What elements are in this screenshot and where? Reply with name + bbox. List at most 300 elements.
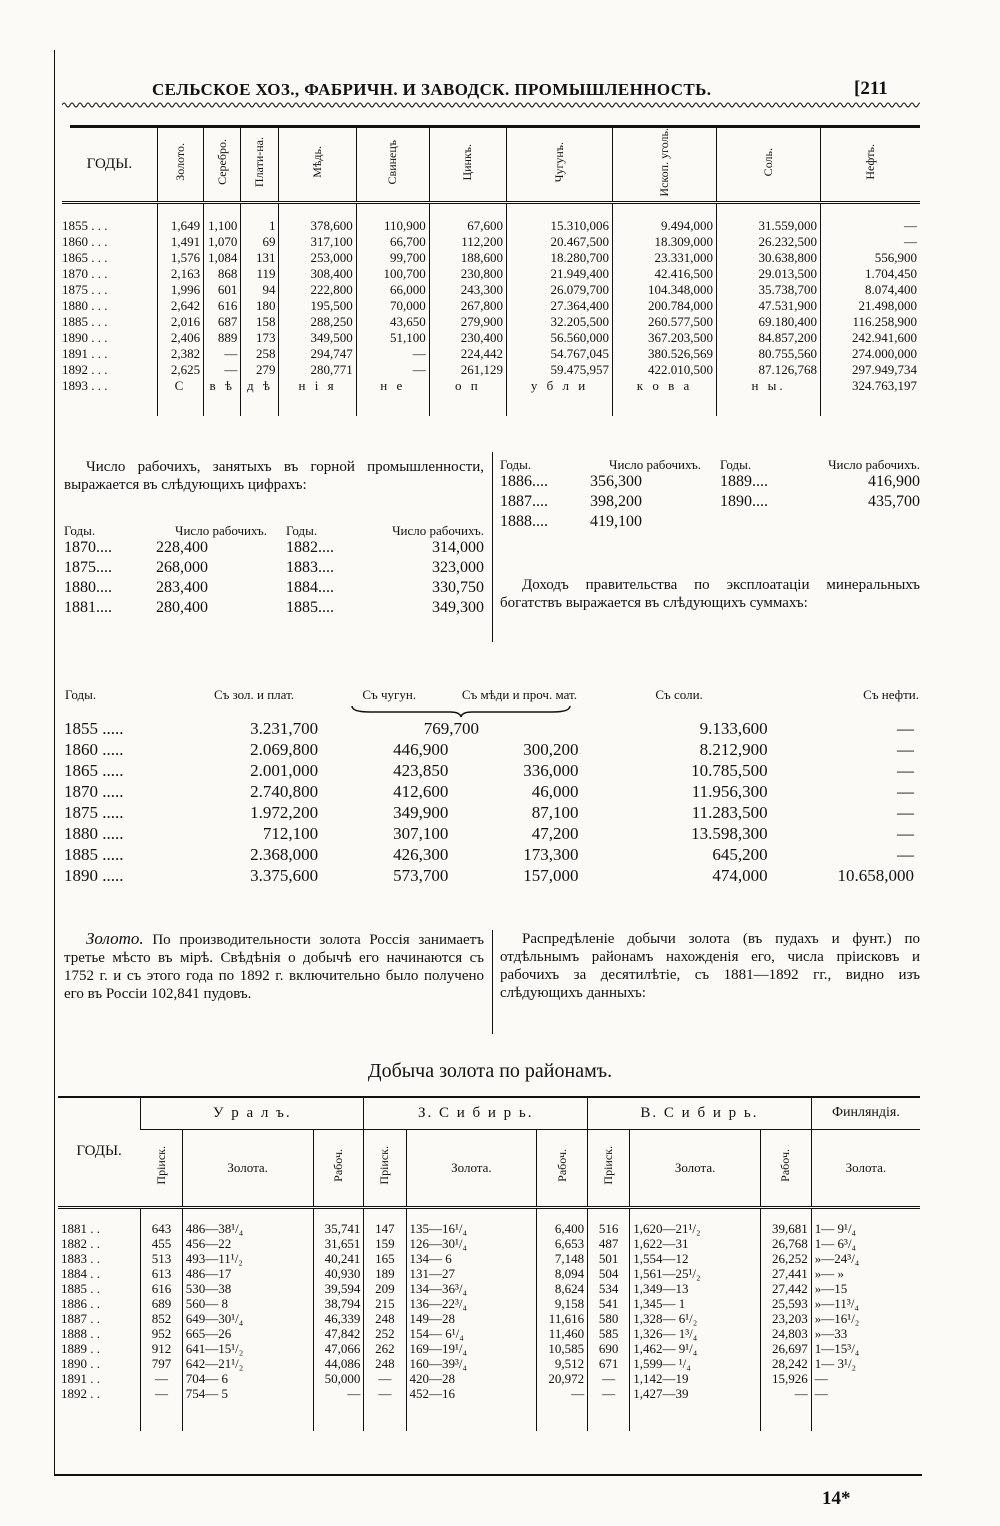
table-cell: 173 (241, 330, 279, 346)
t1-header (613, 128, 717, 202)
t4-cell: — (364, 1371, 406, 1386)
income-cell: 307,100 (393, 824, 449, 843)
t4-subheader (588, 1129, 630, 1207)
t1-header-text: Мѣдь. (310, 146, 325, 179)
t4-cell: 1— 9¹/₄ (811, 1221, 920, 1236)
table-cell: 9.494,000 (613, 202, 717, 234)
t4-cell: 189 (364, 1266, 406, 1281)
table-cell: 27.364,400 (507, 298, 613, 314)
table-row (58, 1236, 920, 1251)
income-cell: 47,200 (531, 824, 579, 843)
spacer-cell (241, 394, 279, 416)
wavy-rule (62, 100, 920, 110)
spacer-cell (630, 1401, 761, 1431)
table-cell: 80.755,560 (717, 346, 821, 362)
table-cell: 280,771 (279, 362, 356, 378)
t4-cell: 8,094 (537, 1266, 588, 1281)
t4-cell: 420—28 (406, 1371, 537, 1386)
spacer-cell (313, 1207, 364, 1221)
income-cell: 769,700 (423, 719, 479, 738)
table-cell: С (157, 378, 203, 394)
gold-left-body: По производительности золота Россія занимаетъ третье мѣсто въ мірѣ. Свѣдѣнія о добычѣ его начинаются съ 1752 г. и съ этого года по 1892 г. включительно было получено его въ Россіи 102,841 пудовъ. (64, 932, 484, 1002)
workers-cell: 1882.... (286, 539, 334, 556)
t4-cell: 1,349—13 (630, 1281, 761, 1296)
t4-cell: 50,000 (313, 1371, 364, 1386)
t4-cell: 1—15³/₄ (811, 1341, 920, 1356)
table-cell: 2,163 (157, 266, 203, 282)
t4-cell: 665—26 (182, 1326, 313, 1341)
col-count-1: Число рабочихъ. (175, 523, 267, 538)
table-row (62, 282, 920, 298)
spacer-cell (507, 394, 613, 416)
column-divider-2 (492, 930, 493, 1034)
income-cell: 9.133,600 (699, 719, 768, 738)
table-cell: 21.498,000 (821, 298, 920, 314)
spacer-cell (588, 1401, 630, 1431)
workers-cell: 349,300 (432, 599, 484, 616)
t4-subheader-text: Золота. (845, 1159, 887, 1175)
table-cell: 242.941,600 (821, 330, 920, 346)
t4-subheader (630, 1129, 761, 1207)
table-row (58, 1221, 920, 1236)
income-cell: 423,850 (393, 761, 449, 780)
table-cell: 349,500 (279, 330, 356, 346)
table-cell: 230,400 (429, 330, 506, 346)
spacer-cell (588, 1207, 630, 1221)
spacer-cell (406, 1401, 537, 1431)
income-header: Годы. (65, 687, 97, 702)
spacer-cell (313, 1401, 364, 1431)
income-cell: 13.598,300 (691, 824, 768, 843)
t4-subheader-text: Золота. (451, 1159, 492, 1175)
table-spacer (62, 394, 920, 416)
income-cell: 1870 ..... (64, 782, 124, 801)
column-divider-1 (492, 452, 493, 642)
t4-cell: 1,554—12 (630, 1251, 761, 1266)
t4-cell: 11,460 (537, 1326, 588, 1341)
t4-cell: 516 (588, 1221, 630, 1236)
t4-cell: 1889 . . (61, 1340, 100, 1356)
table-cell: 104.348,000 (613, 282, 717, 298)
t4-subheader (182, 1129, 313, 1207)
table-cell: 35.738,700 (717, 282, 821, 298)
t4-cell: 27,441 (761, 1266, 812, 1281)
workers-cell: 356,300 (590, 473, 642, 490)
table-cell: 224,442 (429, 346, 506, 362)
list-item (64, 578, 484, 598)
table-cell: 230,800 (429, 266, 506, 282)
t4-cell: 169—19¹/₄ (406, 1341, 537, 1356)
table-cell: д ѣ (241, 378, 279, 394)
income-cell: 1875 ..... (64, 803, 124, 822)
spacer-cell (141, 1401, 183, 1431)
gold-lead: Золото. (86, 929, 144, 948)
t4-subheader-text: Золота. (674, 1159, 716, 1175)
table-cell: 1891 . . . (62, 345, 108, 361)
income-cell: — (897, 719, 914, 738)
t4-cell: 1885 . . (61, 1280, 100, 1296)
income-cell: 3.231,700 (250, 719, 319, 738)
table-row (62, 362, 920, 378)
table-cell: 324.763,197 (821, 378, 920, 394)
t4-cell: 487 (588, 1236, 630, 1251)
t4-cell: 134— 6 (406, 1251, 537, 1266)
income-cell: 412,600 (393, 782, 449, 801)
col-count-4: Число рабочихъ. (828, 457, 920, 472)
income-cell: 573,700 (393, 866, 449, 885)
table-cell: 87.126,768 (717, 362, 821, 378)
t4-cell: 1,462— 9¹/₄ (630, 1341, 761, 1356)
t4-cell: 643 (141, 1221, 183, 1236)
income-header: Съ нефти. (863, 687, 919, 702)
t4-cell: — (761, 1386, 812, 1401)
workers-cell: 323,000 (432, 559, 484, 576)
workers-cell: 1887.... (500, 493, 548, 510)
workers-cell: 435,700 (868, 493, 920, 510)
t4-cell: 1— 6³/₄ (811, 1236, 920, 1251)
income-cell: — (897, 740, 914, 759)
list-item (64, 598, 484, 618)
list-item (500, 492, 920, 512)
table-cell: 21.949,400 (507, 266, 613, 282)
table-cell: — (821, 202, 920, 234)
col-year-3: Годы. (500, 457, 532, 472)
region-finland: Финляндія. (811, 1097, 920, 1129)
t4-cell: 912 (141, 1341, 183, 1356)
workers-cell: 416,900 (868, 473, 920, 490)
t4-cell: 1,622—31 (630, 1236, 761, 1251)
table-cell: 18.309,000 (613, 234, 717, 250)
signature-mark: 14* (822, 1488, 851, 1509)
table-row (64, 823, 920, 844)
t4-subheader (537, 1129, 588, 1207)
production-table (62, 128, 920, 416)
spacer-cell (279, 394, 356, 416)
table-cell: 69.180,400 (717, 314, 821, 330)
table-row (58, 1281, 920, 1296)
table-row (62, 202, 920, 234)
table-row (58, 1341, 920, 1356)
table-cell: — (356, 362, 429, 378)
table-cell: 380.526,569 (613, 346, 717, 362)
income-cell: 10.785,500 (691, 761, 768, 780)
t4-cell: 1883 . . (61, 1250, 100, 1266)
t4-cell: — (537, 1386, 588, 1401)
income-cell: 2.001,000 (250, 761, 319, 780)
t4-cell: 1,345— 1 (630, 1296, 761, 1311)
workers-cell: 1889.... (720, 473, 768, 490)
t4-subheader-text: Пріиск. (601, 1146, 616, 1185)
table-cell: 1.704,450 (821, 266, 920, 282)
t4-cell: 754— 5 (182, 1386, 313, 1401)
t4-cell: 39,594 (313, 1281, 364, 1296)
t1-header (821, 128, 920, 202)
table-row (62, 346, 920, 362)
table-cell: 51,100 (356, 330, 429, 346)
income-cell: 10.658,000 (837, 866, 914, 885)
t4-cell: 585 (588, 1326, 630, 1341)
gold-right-text: Распредѣленіе добычи золота (въ пудахъ и фунт.) по отдѣльнымъ районамъ нахожденія его, числа пріисковъ и рабочихъ за десятилѣтіе, съ 1881—1892 гг., видно изъ слѣдующихъ данныхъ: (500, 931, 920, 1001)
t4-cell: 1,142—19 (630, 1371, 761, 1386)
table-cell: 274.000,000 (821, 346, 920, 362)
t4-cell: — (588, 1386, 630, 1401)
table-row (58, 1296, 920, 1311)
table-row (62, 330, 920, 346)
table-cell: 54.767,045 (507, 346, 613, 362)
t4-cell: »—33 (811, 1326, 920, 1341)
gold-left-text (64, 930, 484, 1003)
table-cell: 69 (241, 234, 279, 250)
t4-cell: 852 (141, 1311, 183, 1326)
spacer-cell (141, 1207, 183, 1221)
table-cell: 222,800 (279, 282, 356, 298)
t4-subheader-text: Рабоч. (778, 1149, 793, 1182)
income-cell: 173,300 (523, 845, 579, 864)
t4-cell: — (313, 1386, 364, 1401)
t4-cell: 452—16 (406, 1386, 537, 1401)
workers-cell: 419,100 (590, 513, 642, 530)
t4-cell: 1,599— ¹/₄ (630, 1356, 761, 1371)
t4-cell: 513 (141, 1251, 183, 1266)
table-cell: 1880 . . . (62, 297, 108, 313)
table-cell: 308,400 (279, 266, 356, 282)
t4-cell: 136—22³/₄ (406, 1296, 537, 1311)
income-header: Съ соли. (655, 687, 703, 702)
table-cell: 56.560,000 (507, 330, 613, 346)
income-cell: 157,000 (523, 866, 579, 885)
t4-subheader (406, 1129, 537, 1207)
table-cell: 2,625 (157, 362, 203, 378)
spacer-cell (429, 394, 506, 416)
table-cell: 378,600 (279, 202, 356, 234)
t4-cell: 486—38¹/₄ (182, 1221, 313, 1236)
table-cell: 116.258,900 (821, 314, 920, 330)
income-cell: 46,000 (531, 782, 579, 801)
table-cell: 1,100 (204, 202, 241, 234)
t1-header-text: Цинкъ. (460, 144, 475, 181)
workers-cell: 1870.... (64, 539, 112, 556)
table-cell: 1,070 (204, 234, 241, 250)
table-cell: у б л и (507, 378, 613, 394)
workers-cell: 330,750 (432, 579, 484, 596)
table-cell: 279 (241, 362, 279, 378)
table-row (58, 1356, 920, 1371)
spacer-cell (406, 1207, 537, 1221)
t4-subheader-text: Пріиск. (377, 1146, 392, 1185)
table-cell: к о в а (613, 378, 717, 394)
col-count-2: Число рабочихъ. (392, 523, 484, 538)
table-cell: 66,700 (356, 234, 429, 250)
t4-cell: 26,697 (761, 1341, 812, 1356)
t4-cell: 24,803 (761, 1326, 812, 1341)
t4-cell: 9,512 (537, 1356, 588, 1371)
income-cell: — (897, 845, 914, 864)
table-cell: 84.857,200 (717, 330, 821, 346)
income-cell: 8.212,900 (699, 740, 768, 759)
t4-cell: 649—30¹/₄ (182, 1311, 313, 1326)
table-cell: 112,200 (429, 234, 506, 250)
spacer-cell (204, 394, 241, 416)
spacer-cell (62, 394, 157, 416)
t4-subheader (141, 1129, 183, 1207)
workers-cell: 228,400 (156, 539, 208, 556)
table-cell: 1,996 (157, 282, 203, 298)
t1-header-text: Свинецъ (385, 140, 400, 185)
t4-subheader-text: Пріиск. (153, 1146, 168, 1185)
t1-header (157, 128, 203, 202)
table-cell: 59.475,957 (507, 362, 613, 378)
table-cell: 317,100 (279, 234, 356, 250)
table-cell: 422.010,500 (613, 362, 717, 378)
list-item (64, 558, 484, 578)
spacer-cell (364, 1207, 406, 1221)
table-cell: 367.203,500 (613, 330, 717, 346)
t4-cell: 262 (364, 1341, 406, 1356)
t4-cell: 616 (141, 1281, 183, 1296)
table-cell: 1875 . . . (62, 281, 108, 297)
t4-cell: 40,930 (313, 1266, 364, 1281)
table-cell: 687 (204, 314, 241, 330)
table-cell: в ѣ (204, 378, 241, 394)
t4-cell: 35,741 (313, 1221, 364, 1236)
table-row-1893 (62, 378, 920, 394)
t4-subheader (761, 1129, 812, 1207)
income-cell: 11.283,500 (691, 803, 768, 822)
t4-cell: »—15 (811, 1281, 920, 1296)
spacer-cell (630, 1207, 761, 1221)
t4-cell: 1891 . . (61, 1370, 100, 1386)
workers-intro: Число рабочихъ, занятыхъ въ горной промышленности, выражается въ слѣдующихъ цифрахъ: (64, 459, 484, 493)
t4-cell: 501 (588, 1251, 630, 1266)
table-cell: 15.310,006 (507, 202, 613, 234)
t4-cell: 580 (588, 1311, 630, 1326)
t4-cell: 25,593 (761, 1296, 812, 1311)
spacer-cell (364, 1401, 406, 1431)
table-row (64, 781, 920, 802)
table-cell: 94 (241, 282, 279, 298)
t4-cell: 541 (588, 1296, 630, 1311)
table-cell: — (204, 346, 241, 362)
income-cell: — (897, 761, 914, 780)
table-cell: 180 (241, 298, 279, 314)
t4-cell: 9,158 (537, 1296, 588, 1311)
list-item (500, 512, 920, 532)
t4-cell: 456—22 (182, 1236, 313, 1251)
spacer-cell (761, 1401, 812, 1431)
table-row (62, 250, 920, 266)
table-cell: 188,600 (429, 250, 506, 266)
table-cell: 26.232,500 (717, 234, 821, 250)
table-cell: 67,600 (429, 202, 506, 234)
frame-bottom-rule (54, 1474, 922, 1476)
income-cell: 446,900 (393, 740, 449, 759)
t4-cell: 1— 3¹/₂ (811, 1356, 920, 1371)
table4-title: Добыча золота по районамъ. (367, 1060, 613, 1082)
page-number: [211 (854, 78, 888, 99)
t4-cell: 1,427—39 (630, 1386, 761, 1401)
t4-subheader (811, 1129, 920, 1207)
spacer-cell (182, 1207, 313, 1221)
t4-cell: — (811, 1386, 920, 1401)
t4-cell: — (811, 1371, 920, 1386)
table-cell: 1893 . . . (62, 377, 108, 393)
table-cell: 8.074,400 (821, 282, 920, 298)
table-cell: — (356, 346, 429, 362)
t4-cell: 15,926 (761, 1371, 812, 1386)
table-cell: 261,129 (429, 362, 506, 378)
t4-cell: 248 (364, 1311, 406, 1326)
spacer-cell (811, 1401, 920, 1431)
table-cell: 1890 . . . (62, 329, 108, 345)
table-cell: 2,016 (157, 314, 203, 330)
t4-cell: 134—36³/₄ (406, 1281, 537, 1296)
t4-cell: 135—16¹/₄ (406, 1221, 537, 1236)
table-cell: 23.331,000 (613, 250, 717, 266)
spacer-cell (58, 1401, 141, 1431)
workers-cell: 314,000 (432, 539, 484, 556)
income-cell: 1865 ..... (64, 761, 124, 780)
workers-cell: 1875.... (64, 559, 112, 576)
t4-cell: 28,242 (761, 1356, 812, 1371)
table-cell: 32.205,500 (507, 314, 613, 330)
t4-cell: 1888 . . (61, 1325, 100, 1341)
t4-cell: 1881 . . (61, 1220, 100, 1236)
spacer-cell (613, 394, 717, 416)
t4-cell: 147 (364, 1221, 406, 1236)
workers-cell: 1884.... (286, 579, 334, 596)
t4-cell: 504 (588, 1266, 630, 1281)
table-cell: н і я (279, 378, 356, 394)
table-cell: 260.577,500 (613, 314, 717, 330)
table-cell: 200.784,000 (613, 298, 717, 314)
table-cell: 43,650 (356, 314, 429, 330)
t1-header (507, 128, 613, 202)
t1-header (429, 128, 506, 202)
workers-cell (810, 512, 920, 532)
t4-cell: »—11³/₄ (811, 1296, 920, 1311)
table-row (64, 802, 920, 823)
table-cell: 99,700 (356, 250, 429, 266)
table-cell: 2,382 (157, 346, 203, 362)
income-cell: 11.956,300 (691, 782, 768, 801)
list-item (64, 538, 484, 558)
table-row (58, 1326, 920, 1341)
income-cell: 1880 ..... (64, 824, 124, 843)
table-cell: 889 (204, 330, 241, 346)
table-cell: 1,084 (204, 250, 241, 266)
t4-cell: 7,148 (537, 1251, 588, 1266)
table-cell: 1865 . . . (62, 249, 108, 265)
t4-cell: — (141, 1386, 183, 1401)
table-cell: 267,800 (429, 298, 506, 314)
table-cell: 195,500 (279, 298, 356, 314)
region-e-siberia: В. С и б и р ь. (588, 1097, 812, 1129)
table-cell: 158 (241, 314, 279, 330)
running-title: СЕЛЬСКОЕ ХОЗ., ФАБРИЧН. И ЗАВОДСК. ПРОМЫШЛЕННОСТЬ. (152, 80, 712, 99)
t1-header (717, 128, 821, 202)
income-cell: 712,100 (262, 824, 319, 843)
table-cell: 258 (241, 346, 279, 362)
t4-cell: 209 (364, 1281, 406, 1296)
table-row (64, 865, 920, 886)
table-cell: 288,250 (279, 314, 356, 330)
t4-cell: »—24³/₄ (811, 1251, 920, 1266)
t1-header-text: Плати-на. (252, 137, 267, 188)
income-cell: 1885 ..... (64, 845, 124, 864)
t4-cell: 126—30¹/₄ (406, 1236, 537, 1251)
t1-header-text: Чугунъ. (552, 142, 567, 183)
income-cell: 2.740,800 (250, 782, 319, 801)
